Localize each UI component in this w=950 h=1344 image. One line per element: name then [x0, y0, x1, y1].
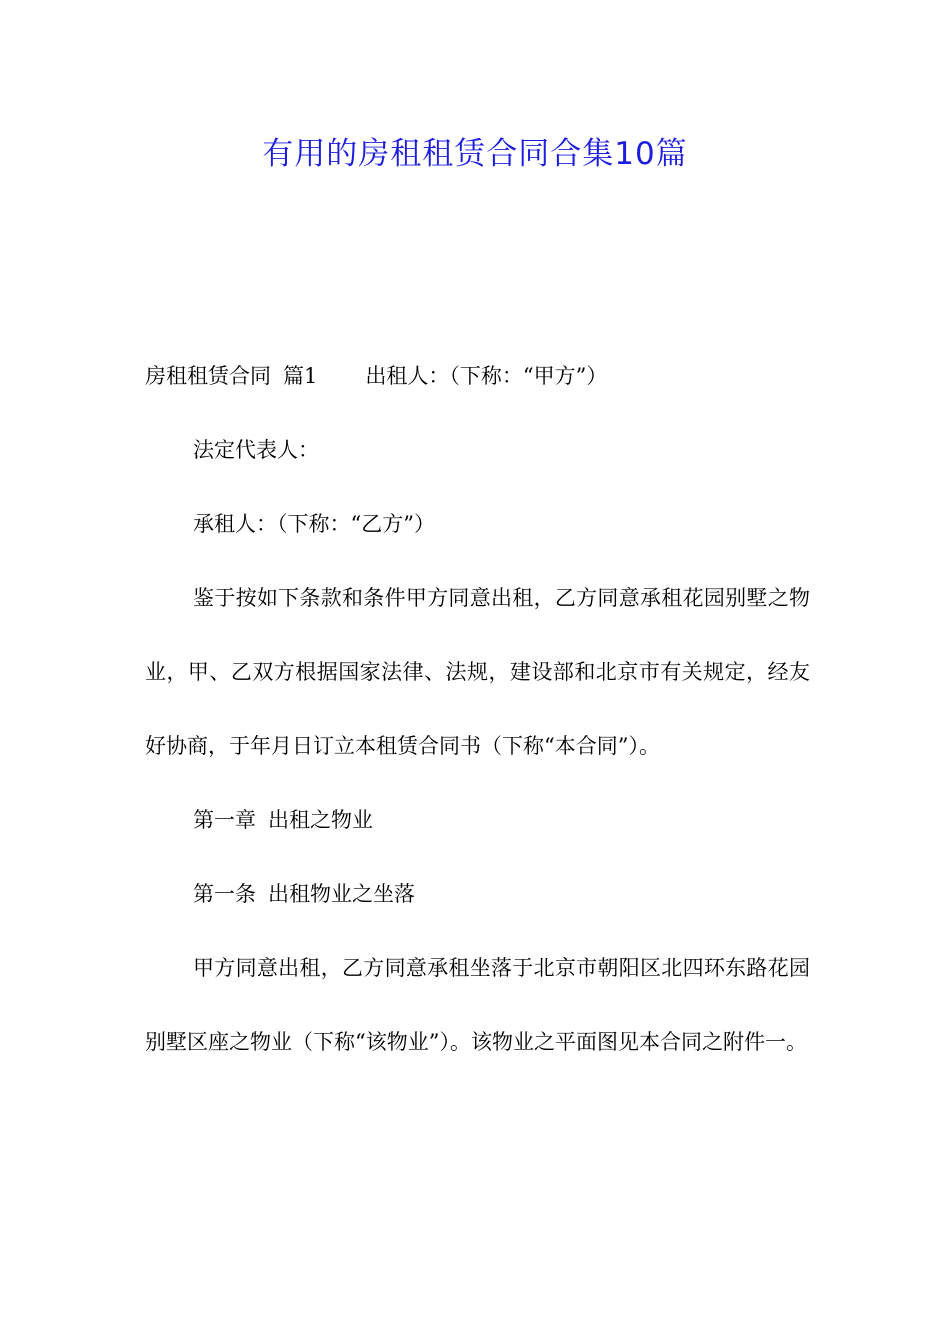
article-heading [145, 857, 810, 931]
section-number: 篇1 [283, 364, 318, 388]
document-title: 有用的房租租赁合同合集10篇 [262, 136, 688, 172]
chapter-number: 第一章 [193, 808, 256, 832]
article-number: 第一条 [193, 882, 256, 906]
paragraph-article-text: 甲方同意出租，乙方同意承租坐落于北京市朝阳区北四环东路花园别墅区座之物业（下称“该物业”）。该物业之平面图见本合同之附件一。 [145, 956, 810, 1054]
document-body [145, 339, 810, 1079]
paragraph-preamble: 鉴于按如下条款和条件甲方同意出租，乙方同意承租花园别墅之物业，甲、乙双方根据国家法律、法规，建设部和北京市有关规定，经友好协商，于年月日订立本租赁合同书（下称“本合同”）。 [145, 586, 810, 758]
chapter-title: 出租之物业 [268, 808, 373, 832]
article-title: 出租物业之坐落 [268, 882, 415, 906]
paragraph-lessee: 承租人：（下称：“乙方”） [193, 512, 435, 536]
section-label: 房租租赁合同 [145, 364, 271, 388]
paragraph-legal-representative: 法定代表人： [193, 438, 319, 462]
chapter-heading [145, 783, 810, 857]
lessor-line: 出租人：（下称：“甲方”） [365, 364, 608, 388]
first-line [145, 339, 810, 413]
